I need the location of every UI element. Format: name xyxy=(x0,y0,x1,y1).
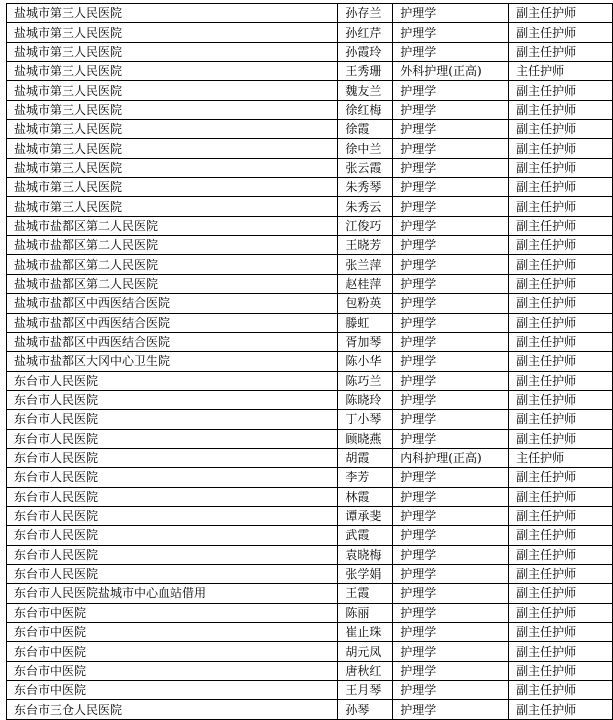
table-row xyxy=(7,410,613,429)
title-cell: 副主任护师 xyxy=(509,178,613,197)
table-row xyxy=(7,564,613,583)
table-row xyxy=(7,4,613,23)
title-cell: 副主任护师 xyxy=(509,681,613,700)
personnel-table-body xyxy=(7,4,613,720)
name-cell: 滕虹 xyxy=(338,313,393,332)
table-row xyxy=(7,158,613,177)
title-cell: 副主任护师 xyxy=(509,410,613,429)
specialty-cell: 护理学 xyxy=(393,178,509,197)
title-cell: 副主任护师 xyxy=(509,100,613,119)
hospital-cell: 盐城市第三人民医院 xyxy=(7,23,338,42)
hospital-cell: 盐城市盐都区中西医结合医院 xyxy=(7,294,338,313)
hospital-cell: 东台市人民医院盐城市中心血站借用 xyxy=(7,584,338,603)
name-cell: 王月琴 xyxy=(338,681,393,700)
title-cell: 副主任护师 xyxy=(509,4,613,23)
title-cell: 副主任护师 xyxy=(509,623,613,642)
title-cell: 副主任护师 xyxy=(509,42,613,61)
title-cell: 副主任护师 xyxy=(509,584,613,603)
specialty-cell: 护理学 xyxy=(393,661,509,680)
table-row xyxy=(7,448,613,467)
table-row xyxy=(7,294,613,313)
title-cell: 副主任护师 xyxy=(509,429,613,448)
title-cell: 副主任护师 xyxy=(509,487,613,506)
name-cell: 孙存兰 xyxy=(338,4,393,23)
table-row xyxy=(7,120,613,139)
title-cell: 副主任护师 xyxy=(509,506,613,525)
table-row xyxy=(7,352,613,371)
table-row xyxy=(7,623,613,642)
title-cell: 副主任护师 xyxy=(509,255,613,274)
hospital-cell: 盐城市盐都区中西医结合医院 xyxy=(7,313,338,332)
specialty-cell: 护理学 xyxy=(393,429,509,448)
title-cell: 副主任护师 xyxy=(509,352,613,371)
title-cell: 副主任护师 xyxy=(509,158,613,177)
name-cell: 王霞 xyxy=(338,584,393,603)
title-cell: 主任护师 xyxy=(509,62,613,81)
title-cell: 副主任护师 xyxy=(509,197,613,216)
name-cell: 张学娟 xyxy=(338,564,393,583)
hospital-cell: 东台市中医院 xyxy=(7,681,338,700)
table-row xyxy=(7,468,613,487)
name-cell: 丁小琴 xyxy=(338,410,393,429)
name-cell: 赵桂萍 xyxy=(338,274,393,293)
specialty-cell: 护理学 xyxy=(393,313,509,332)
name-cell: 胥加琴 xyxy=(338,332,393,351)
name-cell: 朱秀云 xyxy=(338,197,393,216)
title-cell: 主任护师 xyxy=(509,448,613,467)
table-row xyxy=(7,197,613,216)
name-cell: 王秀珊 xyxy=(338,62,393,81)
specialty-cell: 护理学 xyxy=(393,564,509,583)
name-cell: 胡霞 xyxy=(338,448,393,467)
name-cell: 张云霞 xyxy=(338,158,393,177)
hospital-cell: 盐城市第三人民医院 xyxy=(7,158,338,177)
hospital-cell: 东台市人民医院 xyxy=(7,468,338,487)
title-cell: 副主任护师 xyxy=(509,23,613,42)
specialty-cell: 护理学 xyxy=(393,23,509,42)
table-row xyxy=(7,255,613,274)
specialty-cell: 护理学 xyxy=(393,603,509,622)
title-cell: 副主任护师 xyxy=(509,545,613,564)
name-cell: 孙红芹 xyxy=(338,23,393,42)
table-row xyxy=(7,100,613,119)
hospital-cell: 东台市中医院 xyxy=(7,623,338,642)
hospital-cell: 盐城市第三人民医院 xyxy=(7,197,338,216)
table-row xyxy=(7,584,613,603)
hospital-cell: 盐城市第三人民医院 xyxy=(7,100,338,119)
table-row xyxy=(7,506,613,525)
table-row xyxy=(7,681,613,700)
table-row xyxy=(7,236,613,255)
hospital-cell: 盐城市第三人民医院 xyxy=(7,81,338,100)
hospital-cell: 东台市人民医院 xyxy=(7,448,338,467)
title-cell: 副主任护师 xyxy=(509,294,613,313)
name-cell: 陈晓玲 xyxy=(338,390,393,409)
table-row xyxy=(7,139,613,158)
specialty-cell: 护理学 xyxy=(393,236,509,255)
name-cell: 江俊巧 xyxy=(338,216,393,235)
name-cell: 魏友兰 xyxy=(338,81,393,100)
name-cell: 胡元凤 xyxy=(338,642,393,661)
hospital-cell: 盐城市盐都区第二人民医院 xyxy=(7,255,338,274)
specialty-cell: 护理学 xyxy=(393,487,509,506)
specialty-cell: 护理学 xyxy=(393,255,509,274)
specialty-cell: 护理学 xyxy=(393,274,509,293)
specialty-cell: 护理学 xyxy=(393,4,509,23)
hospital-cell: 东台市人民医院 xyxy=(7,429,338,448)
title-cell: 副主任护师 xyxy=(509,564,613,583)
specialty-cell: 护理学 xyxy=(393,197,509,216)
specialty-cell: 外科护理(正高) xyxy=(393,62,509,81)
specialty-cell: 护理学 xyxy=(393,526,509,545)
title-cell: 副主任护师 xyxy=(509,390,613,409)
specialty-cell: 护理学 xyxy=(393,584,509,603)
hospital-cell: 东台市中医院 xyxy=(7,642,338,661)
specialty-cell: 护理学 xyxy=(393,468,509,487)
table-row xyxy=(7,274,613,293)
title-cell: 副主任护师 xyxy=(509,120,613,139)
hospital-cell: 盐城市盐都区第二人民医院 xyxy=(7,274,338,293)
specialty-cell: 护理学 xyxy=(393,216,509,235)
title-cell: 副主任护师 xyxy=(509,139,613,158)
name-cell: 武霞 xyxy=(338,526,393,545)
name-cell: 张兰萍 xyxy=(338,255,393,274)
specialty-cell: 护理学 xyxy=(393,158,509,177)
table-row xyxy=(7,642,613,661)
table-row xyxy=(7,178,613,197)
specialty-cell: 护理学 xyxy=(393,506,509,525)
title-cell: 副主任护师 xyxy=(509,603,613,622)
name-cell: 徐红梅 xyxy=(338,100,393,119)
name-cell: 孙琴 xyxy=(338,700,393,719)
table-row xyxy=(7,429,613,448)
name-cell: 林霞 xyxy=(338,487,393,506)
hospital-cell: 东台市人民医院 xyxy=(7,545,338,564)
hospital-cell: 盐城市第三人民医院 xyxy=(7,4,338,23)
name-cell: 徐霞 xyxy=(338,120,393,139)
hospital-cell: 盐城市盐都区中西医结合医院 xyxy=(7,332,338,351)
specialty-cell: 护理学 xyxy=(393,139,509,158)
title-cell: 副主任护师 xyxy=(509,661,613,680)
table-row xyxy=(7,390,613,409)
hospital-cell: 盐城市第三人民医院 xyxy=(7,139,338,158)
specialty-cell: 护理学 xyxy=(393,100,509,119)
name-cell: 朱秀琴 xyxy=(338,178,393,197)
specialty-cell: 护理学 xyxy=(393,42,509,61)
specialty-cell: 护理学 xyxy=(393,390,509,409)
title-cell: 副主任护师 xyxy=(509,81,613,100)
title-cell: 副主任护师 xyxy=(509,371,613,390)
personnel-table xyxy=(6,3,613,720)
table-row xyxy=(7,42,613,61)
name-cell: 袁晓梅 xyxy=(338,545,393,564)
hospital-cell: 东台市人民医院 xyxy=(7,564,338,583)
specialty-cell: 护理学 xyxy=(393,623,509,642)
title-cell: 副主任护师 xyxy=(509,313,613,332)
table-row xyxy=(7,487,613,506)
title-cell: 副主任护师 xyxy=(509,642,613,661)
specialty-cell: 护理学 xyxy=(393,700,509,719)
specialty-cell: 护理学 xyxy=(393,371,509,390)
table-row xyxy=(7,700,613,719)
name-cell: 王晓芳 xyxy=(338,236,393,255)
table-row xyxy=(7,62,613,81)
title-cell: 副主任护师 xyxy=(509,468,613,487)
name-cell: 包粉英 xyxy=(338,294,393,313)
table-row xyxy=(7,332,613,351)
table-row xyxy=(7,526,613,545)
specialty-cell: 护理学 xyxy=(393,681,509,700)
hospital-cell: 东台市人民医院 xyxy=(7,487,338,506)
name-cell: 陈丽 xyxy=(338,603,393,622)
title-cell: 副主任护师 xyxy=(509,236,613,255)
title-cell: 副主任护师 xyxy=(509,332,613,351)
title-cell: 副主任护师 xyxy=(509,274,613,293)
specialty-cell: 护理学 xyxy=(393,332,509,351)
specialty-cell: 护理学 xyxy=(393,294,509,313)
hospital-cell: 盐城市第三人民医院 xyxy=(7,178,338,197)
hospital-cell: 盐城市盐都区第二人民医院 xyxy=(7,216,338,235)
title-cell: 副主任护师 xyxy=(509,700,613,719)
hospital-cell: 盐城市第三人民医院 xyxy=(7,120,338,139)
name-cell: 李芳 xyxy=(338,468,393,487)
hospital-cell: 盐城市第三人民医院 xyxy=(7,62,338,81)
name-cell: 崔止珠 xyxy=(338,623,393,642)
specialty-cell: 护理学 xyxy=(393,545,509,564)
specialty-cell: 内科护理(正高) xyxy=(393,448,509,467)
name-cell: 陈小华 xyxy=(338,352,393,371)
hospital-cell: 东台市中医院 xyxy=(7,603,338,622)
name-cell: 孙霞玲 xyxy=(338,42,393,61)
table-row xyxy=(7,545,613,564)
hospital-cell: 盐城市第三人民医院 xyxy=(7,42,338,61)
name-cell: 徐中兰 xyxy=(338,139,393,158)
hospital-cell: 东台市中医院 xyxy=(7,661,338,680)
hospital-cell: 盐城市盐都区第二人民医院 xyxy=(7,236,338,255)
specialty-cell: 护理学 xyxy=(393,642,509,661)
table-row xyxy=(7,603,613,622)
hospital-cell: 东台市人民医院 xyxy=(7,410,338,429)
hospital-cell: 东台市人民医院 xyxy=(7,390,338,409)
hospital-cell: 东台市三仓人民医院 xyxy=(7,700,338,719)
table-row xyxy=(7,661,613,680)
name-cell: 唐秋红 xyxy=(338,661,393,680)
name-cell: 顾晓燕 xyxy=(338,429,393,448)
table-row xyxy=(7,81,613,100)
table-row xyxy=(7,216,613,235)
specialty-cell: 护理学 xyxy=(393,410,509,429)
table-row xyxy=(7,313,613,332)
table-row xyxy=(7,23,613,42)
name-cell: 谭承斐 xyxy=(338,506,393,525)
specialty-cell: 护理学 xyxy=(393,81,509,100)
specialty-cell: 护理学 xyxy=(393,352,509,371)
hospital-cell: 东台市人民医院 xyxy=(7,506,338,525)
hospital-cell: 东台市人民医院 xyxy=(7,371,338,390)
hospital-cell: 盐城市盐都区大冈中心卫生院 xyxy=(7,352,338,371)
title-cell: 副主任护师 xyxy=(509,526,613,545)
table-row xyxy=(7,371,613,390)
specialty-cell: 护理学 xyxy=(393,120,509,139)
title-cell: 副主任护师 xyxy=(509,216,613,235)
hospital-cell: 东台市人民医院 xyxy=(7,526,338,545)
name-cell: 陈巧兰 xyxy=(338,371,393,390)
